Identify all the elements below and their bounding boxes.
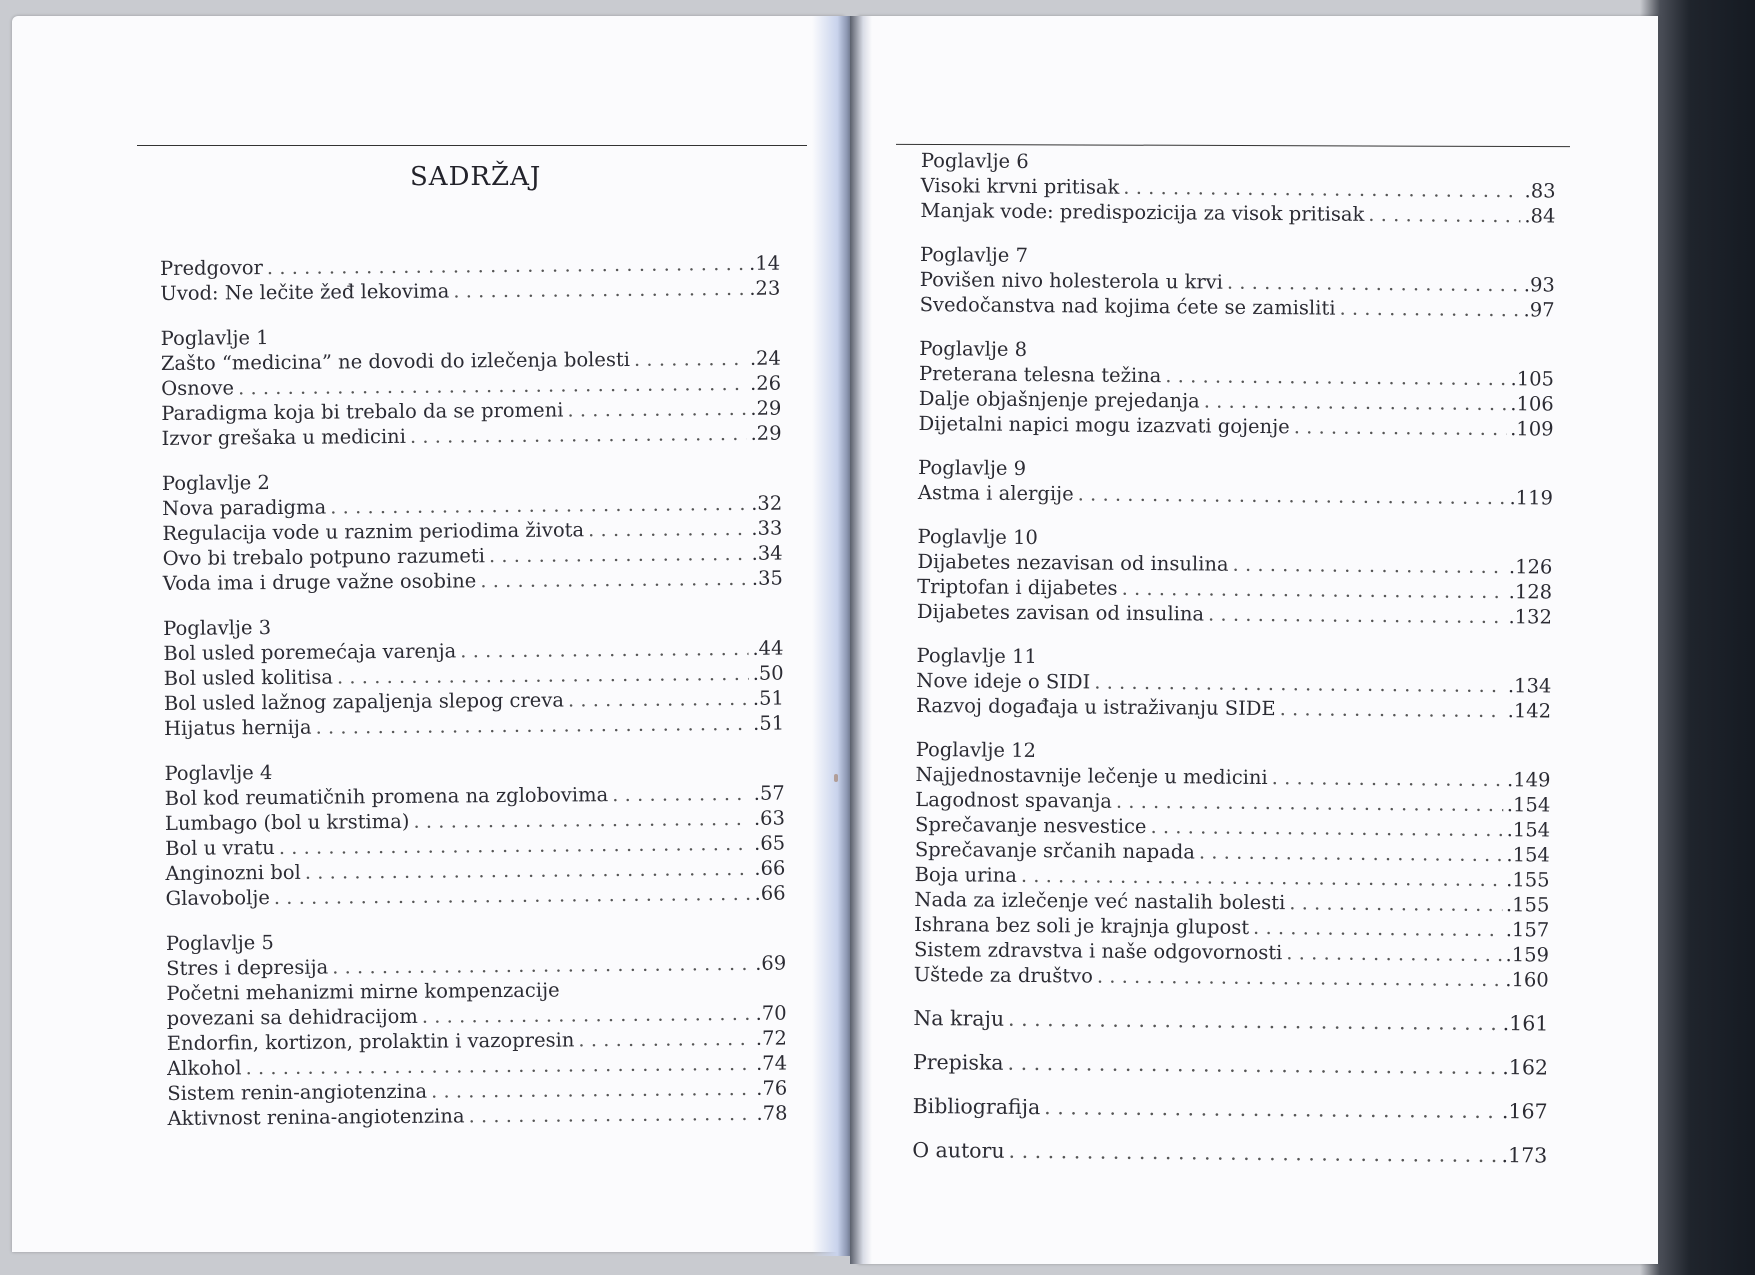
toc-entry [920,198,1555,229]
dot-leader [1199,839,1503,867]
toc-page-number: . 66 [754,856,785,881]
chapter-heading: Poglavlje 10 [917,524,1038,550]
toc-entry-title: Dijabetes nezavisan od insulina [917,549,1229,576]
toc-entry-title: Bol usled poremećaja varenja [163,639,457,665]
chapter-heading: Poglavlje 6 [920,148,1029,173]
dot-leader [332,951,751,980]
toc-chapter-group [164,756,785,911]
toc-entry-title: Predgovor [160,256,263,280]
toc-entry-title: O autoru [912,1137,1005,1163]
dot-leader [1227,270,1520,298]
toc-entry-title: Hijatus hernija [164,715,312,740]
toc-entry-title: Najjednostavnije lečenje u medicini [915,762,1268,790]
dot-leader [330,491,747,520]
toc-entry [920,292,1555,323]
toc-page-number: . 134 [1508,673,1552,698]
toc-chapter-group [920,148,1556,229]
toc-page-number: . 109 [1510,416,1554,441]
toc-page-number: . 44 [752,636,783,661]
toc-entry-title: Bol usled lažnog zapaljenja slepog creva [163,688,565,715]
toc-entry-title: Aktivnost renina-angiotenzina [167,1104,465,1130]
toc-page-number: . 155 [1506,867,1550,892]
dot-leader [1150,814,1502,842]
toc-page-number: . 149 [1507,767,1551,792]
toc-entry-title: Lumbago (bol u krstima) [164,809,410,835]
toc-page-number: . 26 [750,371,781,396]
toc-page-number: . 159 [1505,942,1549,967]
toc-page-number: . 24 [750,346,781,371]
toc-page-number: . 72 [756,1026,787,1051]
toc-page-number: . 173 [1501,1143,1547,1168]
toc-entry-title: povezani sa dehidracijom [166,1004,418,1030]
toc-entry-title: Povišen nivo holesterola u krvi [919,267,1224,294]
toc-entry-title: Bol kod reumatičnih promena na zglobovima [164,783,609,810]
toc-page-number: . 33 [751,516,782,541]
toc-page-number: . 126 [1509,554,1553,579]
dot-leader [1094,670,1504,699]
toc-chapter-group [918,455,1553,511]
toc-page-number: . 161 [1503,1011,1549,1036]
chapter-heading: Poglavlje 7 [919,242,1029,267]
dot-leader [468,1101,752,1128]
dot-leader [1097,964,1502,993]
toc-page-number: . 74 [756,1051,787,1076]
toc-chapter-group [918,336,1554,442]
toc-page-number: . 106 [1510,391,1554,416]
toc-page-number: . 84 [1524,203,1555,228]
dot-leader [1116,789,1503,817]
toc-chapter-group [916,643,1552,724]
toc-entry [913,1094,1548,1125]
toc-entry-title: Uštede za društvo [913,962,1093,988]
toc-back-matter-item [913,1006,1548,1037]
toc-chapter-group [162,466,783,596]
toc-page-number: . 160 [1505,967,1549,992]
dot-leader [453,276,745,304]
toc-entry [912,1138,1547,1169]
toc-page-number: . 35 [752,566,783,591]
toc-entry-title: Sprečavanje srčanih napada [914,837,1196,864]
toc-back-matter-item [912,1138,1547,1169]
toc-entry-title: Svedočanstva nad kojima ćete se zamisliti [919,292,1336,320]
chapter-heading: Poglavlje 9 [918,455,1027,480]
toc-entry-title: Sprečavanje nesvestice [914,812,1147,838]
toc-entry-title: Prepiska [912,1049,1004,1075]
toc-entry-title: Zašto “medicina” ne dovodi do izlečenja bolesti [160,347,631,375]
toc-page-number: . 167 [1502,1099,1548,1124]
toc-page-number: . 57 [754,781,785,806]
dot-leader [431,1076,752,1104]
page-smudge [834,774,838,782]
toc-entry [913,1050,1548,1081]
toc-page-number: . 83 [1525,178,1556,203]
dot-leader [1165,363,1506,391]
toc-entry-title: Bol u vratu [165,836,275,860]
toc-entry-title: Ovo bi trebalo potpuno razumeti [162,544,486,570]
chapter-heading: Poglavlje 12 [915,737,1037,763]
toc-entry-title: Osnove [161,376,235,400]
dot-leader [568,686,749,713]
dot-leader [413,806,750,834]
toc-entry-title: Dalje objašnjenje prejedanja [918,386,1200,413]
toc-page-number: . 65 [754,831,785,856]
toc-entry-title: Glavobolje [165,886,270,910]
toc-chapter-group [166,926,788,1131]
toc-page-number: . 14 [749,251,780,276]
toc-entry-title: Regulacija vode u raznim periodima života [162,518,585,545]
toc-page-number: . 154 [1507,792,1551,817]
toc-entry-title: Astma i alergije [917,480,1074,506]
toc-chapter-group [161,321,782,451]
toc-page-number: . 32 [751,491,782,516]
toc-entry-title: Triptofan i dijabetes [917,574,1118,600]
toc-page-number: . 154 [1507,817,1551,842]
dot-leader [1286,940,1501,967]
toc-page-number: . 105 [1510,366,1554,391]
toc-entry-title: Početni mehanizmi mirne kompenzacije [166,978,560,1005]
dot-leader [1272,765,1504,792]
toc-title: SADRŽAJ [410,162,542,192]
toc-page-number: . 29 [750,396,781,421]
toc-chapter-group [917,524,1553,630]
toc-entry [918,411,1553,442]
toc-page-number: . 142 [1508,698,1552,723]
toc-entry-title: Bol usled kolitisa [163,665,334,690]
dot-leader [1007,1051,1498,1080]
toc-entry-title: Bibliografija [912,1093,1041,1120]
toc-entry [165,881,785,911]
toc-back-matter-item [913,1094,1548,1125]
toc-entry [918,480,1553,511]
toc-entry [160,276,780,306]
toc-page-number: . 69 [755,951,786,976]
left-header-rule [137,145,807,146]
toc-page-number: . 128 [1509,579,1553,604]
toc-entry-title: Dijabetes zavisan od insulina [916,599,1205,626]
toc-page-number: . 97 [1523,297,1554,322]
toc-entry-title: Nada za izlečenje već nastalih bolesti [914,887,1286,915]
toc-entry-title: Endorfin, kortizon, prolaktin i vazopresin [166,1028,575,1055]
book-gutter-right [850,16,872,1264]
dot-leader [1233,552,1506,579]
toc-entry-title: Voda ima i druge važne osobine [162,569,477,595]
toc-page-number: . 132 [1508,604,1552,629]
dot-leader [489,541,748,568]
toc-page-number: . 78 [756,1101,787,1126]
dot-leader [460,636,748,664]
toc-entry-title: Paradigma koja bi trebalo da se promeni [161,398,564,425]
toc-entry-title: Uvod: Ne lečite žeđ lekovima [160,279,450,305]
dot-leader [578,1026,752,1053]
toc-entry-title: Ishrana bez soli je krajnja glupost [914,912,1250,939]
chapter-heading: Poglavlje 4 [164,761,273,785]
toc-entry-title: Izvor grešaka u medicini [161,424,407,450]
toc-entry [167,1101,787,1131]
dot-leader [634,346,746,372]
dot-leader [1208,602,1505,630]
toc-entry [916,693,1551,724]
dot-leader [612,781,750,807]
toc-page-number: . 50 [753,661,784,686]
dot-leader [1368,202,1520,228]
toc-entry-title: Visoki krvni pritisak [920,173,1120,199]
toc-entry-title: Stres i depresija [166,955,329,980]
toc-page-number: . 29 [750,421,781,446]
toc-page-number: . 63 [754,806,785,831]
toc-entry-title: Na kraju [913,1005,1005,1031]
toc-entry [913,1006,1548,1037]
toc-page-number: . 51 [753,711,784,736]
toc-page-number: . 76 [756,1076,787,1101]
toc-entry [164,711,784,741]
dot-leader [588,516,747,542]
toc-entry [917,599,1552,630]
toc-entry-title: Manjak vode: predispozicija za visok pritisak [920,198,1365,226]
chapter-heading: Poglavlje 8 [919,336,1028,361]
toc-page-number: . 70 [755,1001,786,1026]
dot-leader [1008,1007,1499,1036]
chapter-heading: Poglavlje 2 [161,471,270,495]
toc-page-number: . 34 [751,541,782,566]
toc-entry-title: Alkohol [166,1056,242,1080]
toc-chapter-group [914,737,1551,993]
dot-leader [274,881,751,910]
dot-leader [1339,296,1519,323]
dot-leader [567,396,746,423]
toc-page-number: . 119 [1509,485,1553,510]
toc-page-number: . 162 [1502,1055,1548,1080]
toc-page-number: . 66 [754,881,785,906]
dot-leader [410,421,747,449]
dot-leader [305,856,751,885]
chapter-heading: Poglavlje 1 [160,326,269,350]
toc-entry [914,962,1549,993]
toc-entry-title: Anginozni bol [165,860,301,885]
toc-entry [161,421,781,451]
toc-entry [163,566,783,596]
dot-leader [422,1001,752,1029]
toc-page-number: . 154 [1506,842,1550,867]
toc-entry-title: Razvoj događaja u istraživanju SIDE [916,693,1276,721]
toc-left-column [160,251,788,1151]
toc-entry-title: Sistem zdravstva i naše odgovornosti [913,937,1283,965]
toc-entry-title: Lagodnost spavanja [915,787,1113,813]
dot-leader [315,711,749,740]
toc-page-number: . 155 [1506,892,1550,917]
dot-leader [1289,890,1502,917]
toc-chapter-group [920,242,1556,323]
dot-leader [1123,175,1520,203]
toc-page-number: . 93 [1524,272,1555,297]
chapter-heading: Poglavlje 3 [163,616,272,640]
toc-entry-title: Sistem renin-angiotenzina [167,1079,428,1105]
toc-page-number: . 51 [753,686,784,711]
dot-leader [1008,1139,1497,1168]
dot-leader [1253,915,1502,942]
toc-page-number: . 157 [1506,917,1550,942]
toc-back-matter-item [913,1050,1548,1081]
toc-page-number: . 23 [749,276,780,301]
toc-entry-title: Boja urina [914,862,1018,887]
toc-chapter-group [160,251,780,306]
dot-leader [337,661,749,690]
dot-leader [1280,696,1504,723]
toc-entry-title: Dijetalni napici mogu izazvati gojenje [918,411,1290,439]
toc-chapter-group [163,611,784,741]
chapter-heading: Poglavlje 11 [916,643,1037,669]
dot-leader [1044,1095,1498,1124]
dot-leader [1204,388,1507,416]
dot-leader [1294,414,1507,441]
dot-leader [1078,481,1506,510]
dot-leader [480,566,748,593]
dot-leader [1122,576,1505,604]
chapter-heading: Poglavlje 5 [165,931,274,955]
toc-entry-title: Nove ideje o SIDI [916,668,1091,694]
toc-right-column [912,148,1556,1188]
toc-entry-title: Preterana telesna težina [918,361,1162,388]
toc-entry-title: Nova paradigma [162,495,327,520]
